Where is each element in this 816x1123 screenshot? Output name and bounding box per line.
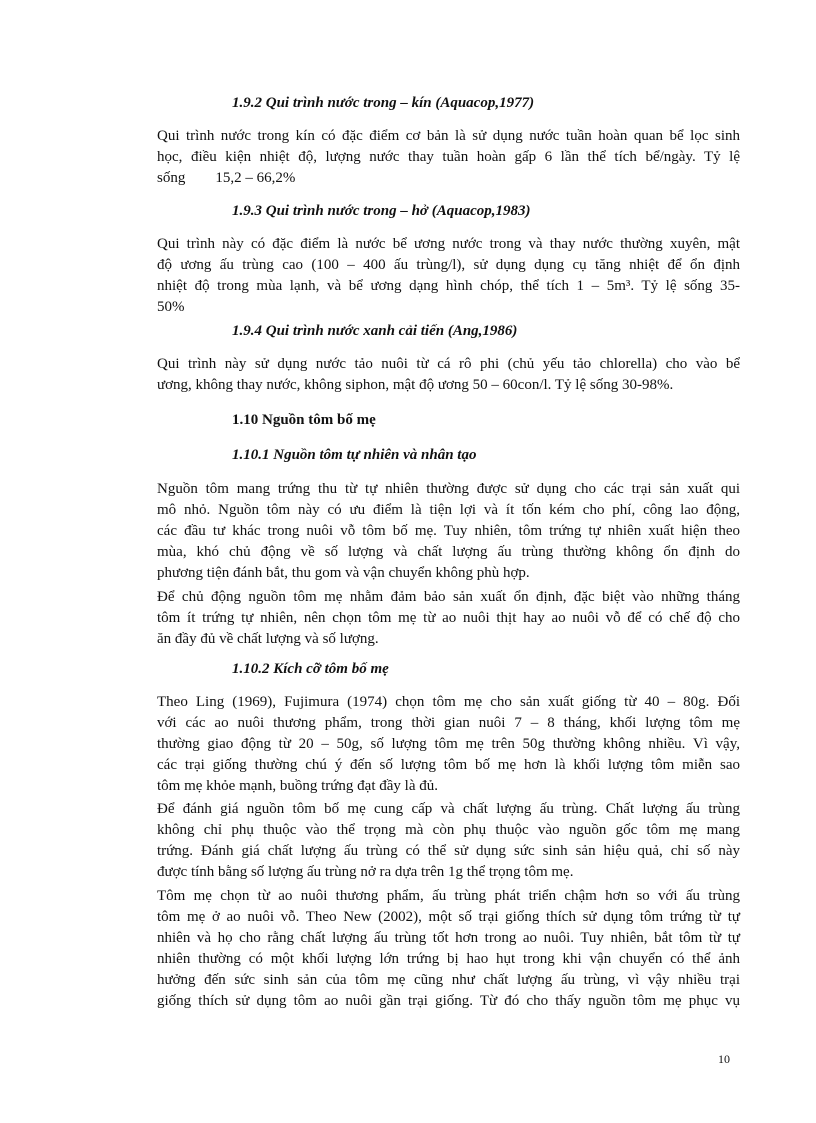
text-line: độ ương ấu trùng cao (100 – 400 ấu trùng/l), sử dụng dụng cụ tăng nhiệt để ổn định (157, 257, 740, 273)
text-line: ương, không thay nước, không siphon, mật độ ương 50 – 60con/l. Tỷ lệ sống 30-98%. (157, 377, 674, 393)
text-line: mùa, khó chủ động về số lượng và chất lượng ấu trùng thường không ổn định do (157, 544, 740, 560)
text-line: học, điều kiện nhiệt độ, lượng nước thay tuần hoàn gấp 6 lần thể tích bể/ngày. Tỷ lệ (157, 149, 740, 165)
text-line: nhiên thường có một khối lượng lớn trứng bị hao hụt trong khi vận chuyển có thể ảnh (157, 951, 740, 967)
text-line: Qui trình nước trong kín có đặc điểm cơ bản là sử dụng nước tuần hoàn quan bể lọc sinh (157, 128, 740, 144)
section-heading-1-9-3: 1.9.3 Qui trình nước trong – hở (Aquacop,1983) (232, 203, 531, 219)
text-line: Qui trình này có đặc điểm là nước bể ương nước trong và thay nước thường xuyên, mật (157, 236, 740, 252)
text-line: được tính bằng số lượng ấu trùng nở ra dựa trên 1g thể trọng tôm mẹ. (157, 864, 574, 880)
section-heading-1-9-2: 1.9.2 Qui trình nước trong – kín (Aquacop,1977) (232, 95, 535, 111)
paragraph-1-10-2-b (157, 799, 740, 883)
paragraph-1-10-2-c (157, 886, 740, 1012)
text-line: Theo Ling (1969), Fujimura (1974) chọn tôm mẹ cho sản xuất giống từ 40 – 80g. Đối (157, 694, 740, 710)
text-line: Qui trình này sử dụng nước tảo nuôi từ cá rô phi (chủ yếu tảo chlorella) cho vào bể (157, 356, 740, 372)
paragraph-1-10-1-a (157, 479, 740, 584)
text-line: Để chủ động nguồn tôm mẹ nhằm đảm bảo sản xuất ổn định, đặc biệt vào những tháng (157, 589, 740, 605)
text-line: tôm mẹ khỏe mạnh, buồng trứng đạt đầy là đủ. (157, 778, 438, 794)
section-heading-1-10-1: 1.10.1 Nguồn tôm tự nhiên và nhân tạo (232, 447, 477, 463)
text-line: phương tiện đánh bắt, thu gom và vận chuyển không phù hợp. (157, 565, 530, 581)
section-heading-1-9-4: 1.9.4 Qui trình nước xanh cải tiến (Ang,1986) (232, 323, 518, 339)
text-line: Để đánh giá nguồn tôm bố mẹ cung cấp và chất lượng ấu trùng. Chất lượng ấu trùng (157, 801, 740, 817)
text-line: tôm mẹ ở ao nuôi vỗ. Theo New (2002), một số trại giống thích sử dụng tôm trứng từ tự (157, 909, 740, 925)
text-line: giống thích sử dụng tôm ao nuôi gần trại giống. Từ đó cho thấy nguồn tôm mẹ phục vụ (157, 993, 740, 1009)
text-line: với các ao nuôi thương phẩm, trong thời gian nuôi 7 – 8 tháng, khối lượng tôm mẹ (157, 715, 740, 731)
text-line: tôm ít trứng tự nhiên, nên chọn tôm mẹ từ ao nuôi thịt hay ao nuôi vỗ để có chế độ cho (157, 610, 740, 626)
text-line: Nguồn tôm mang trứng thu từ tự nhiên thường được sử dụng cho các trại sản xuất qui (157, 481, 740, 497)
text-line: trứng. Đánh giá chất lượng ấu trùng có thể sử dụng sức sinh sản hiệu quả, chỉ số này (157, 843, 740, 859)
text-line: mô nhỏ. Nguồn tôm này có ưu điểm là tiện lợi và ít tốn kém cho phí, công lao động, (157, 502, 740, 518)
text-line: các đầu tư khác trong nuôi vỗ tôm bố mẹ. Tuy nhiên, tôm trứng tự nhiên xuất hiện theo (157, 523, 740, 539)
text-line: nhiên và họ cho rằng chất lượng ấu trùng tốt hơn trong ao nuôi. Tuy nhiên, bắt tôm từ tự (157, 930, 740, 946)
page-number: 10 (718, 1052, 730, 1066)
text-line: không chỉ phụ thuộc vào thể trọng mà còn phụ thuộc vào nguồn gốc tôm mẹ mang (157, 822, 740, 838)
paragraph-1-9-4 (157, 354, 740, 396)
paragraph-1-10-1-b (157, 587, 740, 650)
paragraph-1-10-2-a (157, 692, 740, 797)
text-line: Tôm mẹ chọn từ ao nuôi thương phẩm, ấu trùng phát triển chậm hơn so với ấu trùng (157, 888, 740, 904)
paragraph-1-9-3 (157, 234, 740, 318)
text-line: thường giao động từ 20 – 50g, số lượng tôm mẹ trên 50g thường không nhiều. Vì vậy, (157, 736, 740, 752)
text-line: hưởng đến sức sinh sản của tôm mẹ cũng như chất lượng ấu trùng, vì vậy nhiều trại (157, 972, 740, 988)
text-line: nhiệt độ trong mùa lạnh, và bể ương dạng hình chóp, thể tích 1 – 5m³. Tỷ lệ sống 35- (157, 278, 740, 294)
text-line: các trại giống thường chú ý đến số lượng tôm bố mẹ hơn là khối lượng tôm miễn sao (157, 757, 740, 773)
text-line: sống 15,2 – 66,2% (157, 170, 296, 186)
section-heading-1-10: 1.10 Nguồn tôm bố mẹ (232, 412, 376, 428)
text-line: ăn đầy đủ về chất lượng và số lượng. (157, 631, 379, 647)
text-line: 50% (157, 299, 185, 315)
section-heading-1-10-2: 1.10.2 Kích cỡ tôm bố mẹ (232, 661, 389, 677)
paragraph-1-9-2 (157, 126, 740, 189)
